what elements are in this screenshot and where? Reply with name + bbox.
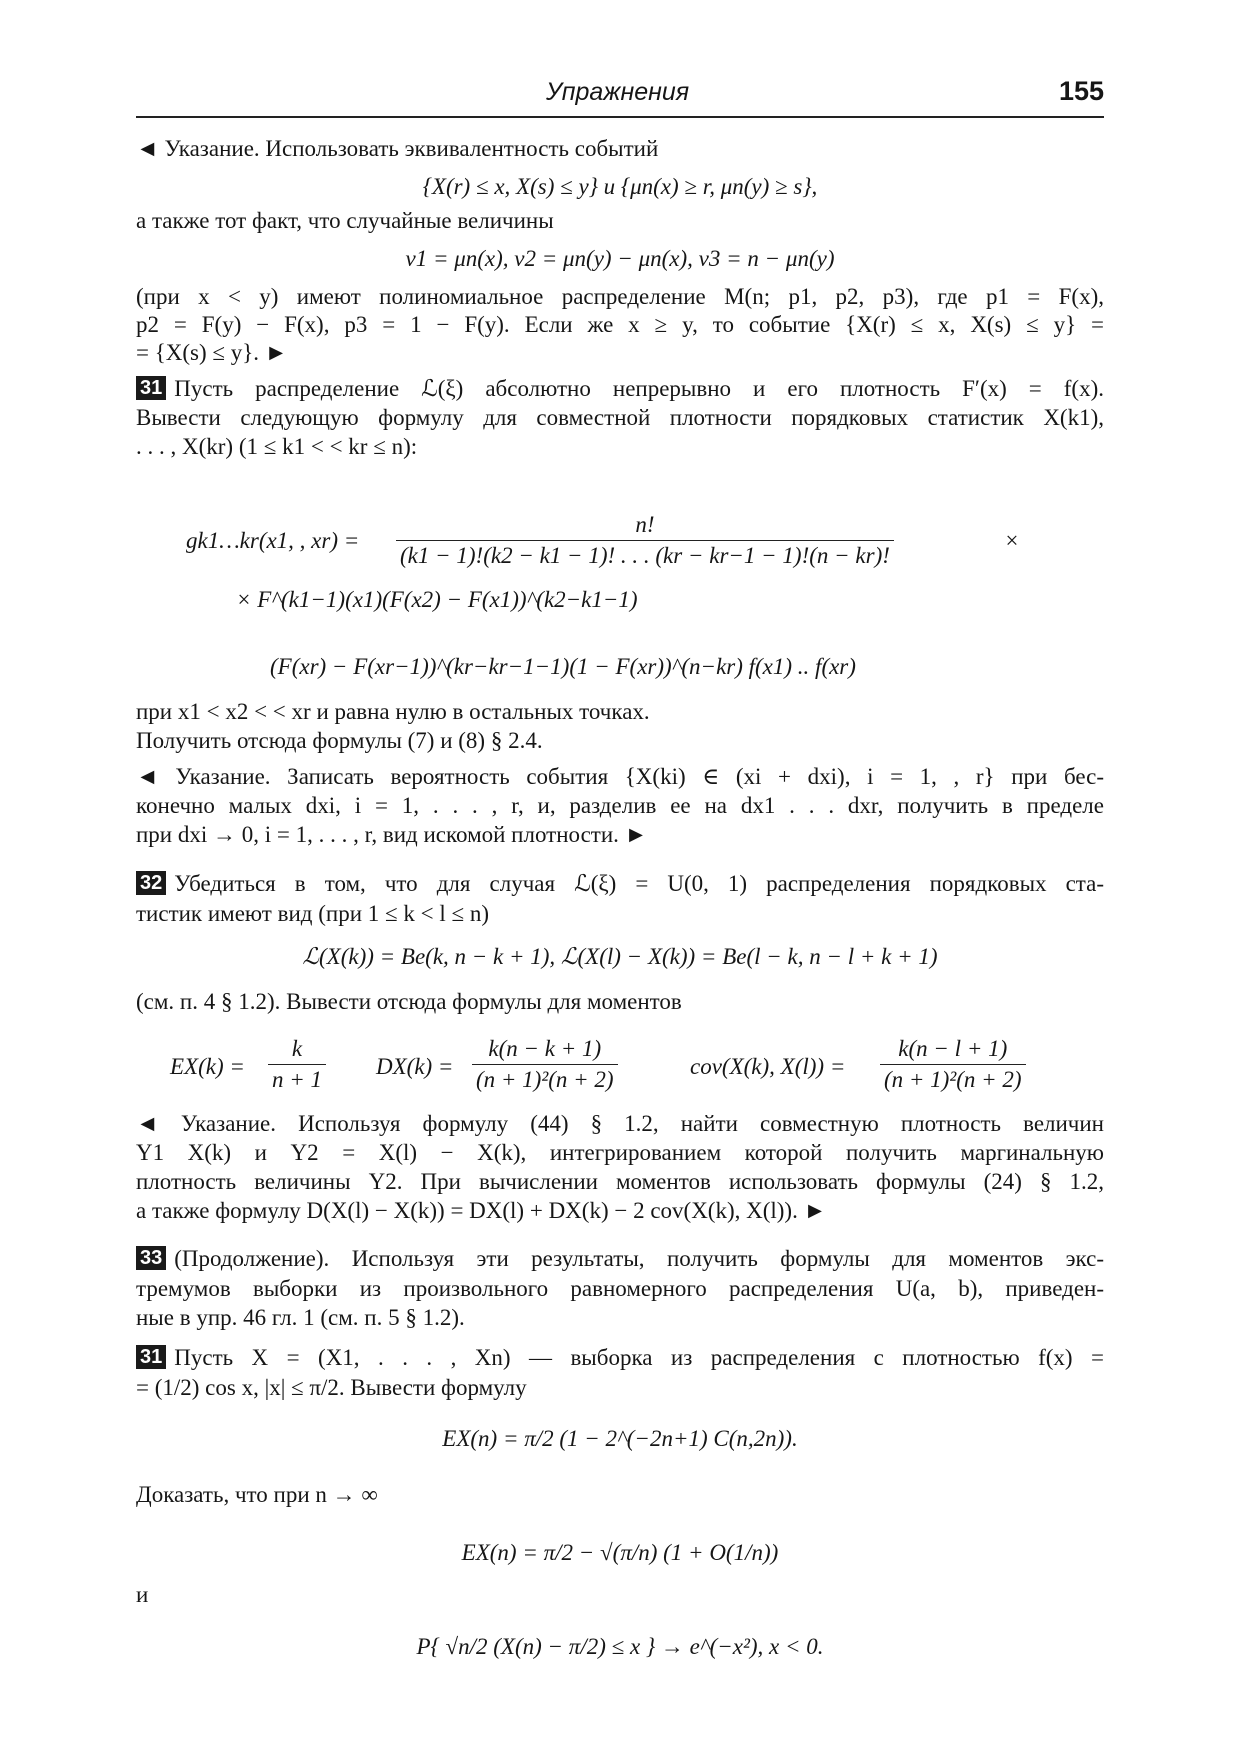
- text-line: ные в упр. 46 гл. 1 (см. п. 5 § 1.2).: [136, 1305, 465, 1330]
- formula: EX(n) = π/2 (1 − 2^(−2n+1) C(n,2n)).: [442, 1426, 798, 1451]
- hint-line: ◄ Указание. Записать вероятность события {X(ki) ∈ (xi + dxi), i = 1, , r} при бес-: [136, 764, 1104, 789]
- text-line: Вывести следующую формулу для совместной плотности порядковых статистик X(k1),: [136, 405, 1104, 430]
- text-line: и: [136, 1582, 149, 1607]
- formula: {X(r) ≤ x, X(s) ≤ y} и {μn(x) ≥ r, μn(y) ≥ s},: [422, 174, 818, 199]
- moment-variance-lhs: DX(k) =: [376, 1054, 454, 1079]
- exercise-text: Убедиться в том, что для случая ℒ(ξ) = U(0, 1) распределения порядковых ста-: [174, 871, 1104, 896]
- text-line: при x1 < x2 < < xr и равна нулю в остальных точках.: [136, 699, 650, 724]
- fraction-denominator: (k1 − 1)!(k2 − k1 − 1)! . . . (kr − kr−1 − 1)!(n − kr)!: [400, 543, 890, 568]
- moment-mean-lhs: EX(k) =: [170, 1054, 245, 1079]
- page-number: 155: [1058, 76, 1104, 106]
- exercise-number-badge: 33: [136, 1246, 166, 1270]
- formula: ℒ(X(k)) = Be(k, n − k + 1), ℒ(X(l) − X(k)) = Be(l − k, n − l + k + 1): [302, 944, 938, 969]
- text-line: . . . , X(kr) (1 ≤ k1 < < kr ≤ n):: [136, 434, 418, 459]
- exercise-31-line: [136, 374, 1104, 404]
- formula-line: × F^(k1−1)(x1)(F(x2) − F(x1))^(k2−k1−1): [236, 587, 638, 612]
- fraction-denominator: (n + 1)²(n + 2): [476, 1067, 614, 1092]
- hint-line: а также формулу D(X(l) − X(k)) = DX(l) + DX(k) − 2 cov(X(k), X(l)). ►: [136, 1198, 827, 1223]
- exercise-number-badge: 31: [136, 376, 166, 400]
- text-line: а также тот факт, что случайные величины: [136, 208, 554, 233]
- exercise-32-line: [136, 869, 1104, 899]
- exercise-33-line: [136, 1244, 1104, 1274]
- running-title: Упражнения: [546, 78, 690, 106]
- hint-line: плотность величины Y2. При вычислении моментов использовать формулы (24) § 1.2,: [136, 1169, 1104, 1194]
- times-sign: ×: [1004, 528, 1020, 553]
- hint-line: ◄ Указание. Используя формулу (44) § 1.2, найти совместную плотность величин: [136, 1111, 1104, 1136]
- exercise-text: Пусть распределение ℒ(ξ) абсолютно непрерывно и его плотность F′(x) = f(x).: [174, 376, 1104, 401]
- fraction: [264, 1034, 330, 1095]
- fraction-numerator: k: [268, 1034, 326, 1065]
- fraction: [468, 1034, 622, 1095]
- exercise-31-line: [136, 1343, 1104, 1373]
- text-line: = (1/2) cos x, |x| ≤ π/2. Вывести формулу: [136, 1375, 527, 1400]
- exercise-number-badge: 32: [136, 871, 166, 895]
- text-line: тремумов выборки из произвольного равномерного распределения U(a, b), приведен-: [136, 1276, 1104, 1301]
- exercise-text: Пусть X = (X1, . . . , Xn) — выборка из распределения с плотностью f(x) =: [174, 1345, 1104, 1370]
- text-line: Получить отсюда формулы (7) и (8) § 2.4.: [136, 728, 543, 753]
- page-header: [136, 76, 1104, 118]
- fraction-denominator: n + 1: [272, 1067, 323, 1092]
- fraction-denominator: (n + 1)²(n + 2): [884, 1067, 1022, 1092]
- formula-lhs: gk1…kr(x1, , xr) =: [186, 528, 360, 553]
- formula: EX(n) = π/2 − √(π/n) (1 + O(1/n)): [461, 1540, 779, 1565]
- text-line: = {X(s) ≤ y}. ►: [136, 340, 288, 365]
- hint-line: Y1 X(k) и Y2 = X(l) − X(k), интегрированием которой получить маргинальную: [136, 1140, 1104, 1165]
- hint-line: конечно малых dxi, i = 1, . . . , r, и, разделив ее на dx1 . . . dxr, получить в пределе: [136, 793, 1104, 818]
- fraction: [876, 1034, 1030, 1095]
- hint-line: при dxi → 0, i = 1, . . . , r, вид искомой плотности. ►: [136, 822, 648, 847]
- fraction-numerator: k(n − l + 1): [880, 1034, 1026, 1065]
- exercise-text: (Продолжение). Используя эти результаты, получить формулы для моментов экс-: [174, 1246, 1104, 1271]
- formula: P{ √n/2 (X(n) − π/2) ≤ x } → e^(−x²), x < 0.: [416, 1634, 824, 1659]
- text-line: Доказать, что при n → ∞: [136, 1482, 378, 1507]
- fraction: [396, 510, 894, 571]
- fraction-numerator: k(n − k + 1): [472, 1034, 618, 1065]
- text-line: p2 = F(y) − F(x), p3 = 1 − F(y). Если же x ≥ y, то событие {X(r) ≤ x, X(s) ≤ y} =: [136, 312, 1104, 337]
- exercise-number-badge: 31: [136, 1345, 166, 1369]
- hint-line: ◄ Указание. Использовать эквивалентность событий: [136, 136, 659, 161]
- text-line: (см. п. 4 § 1.2). Вывести отсюда формулы для моментов: [136, 989, 682, 1014]
- fraction-numerator: n!: [396, 510, 894, 541]
- formula: ν1 = μn(x), ν2 = μn(y) − μn(x), ν3 = n − μn(y): [405, 246, 835, 271]
- text-line: (при x < y) имеют полиномиальное распределение M(n; p1, p2, p3), где p1 = F(x),: [136, 284, 1104, 309]
- moment-cov-lhs: cov(X(k), X(l)) =: [690, 1054, 846, 1079]
- text-line: тистик имеют вид (при 1 ≤ k < l ≤ n): [136, 901, 490, 926]
- formula-line: (F(xr) − F(xr−1))^(kr−kr−1−1)(1 − F(xr))^(n−kr) f(x1) .. f(xr): [270, 654, 856, 679]
